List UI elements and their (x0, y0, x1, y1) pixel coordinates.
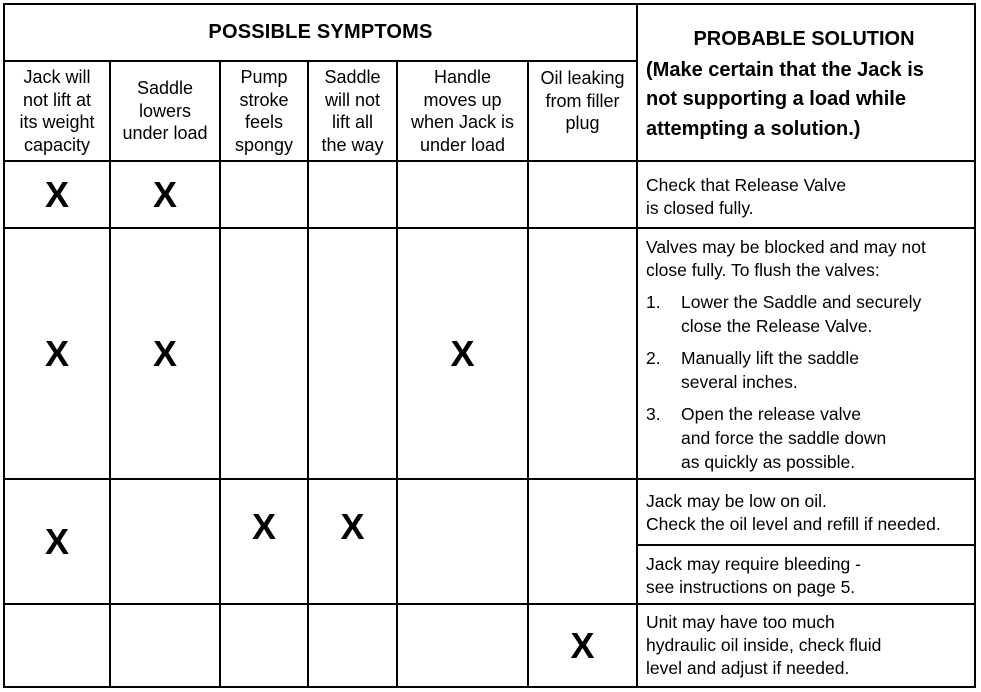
symptoms-title: POSSIBLE SYMPTOMS (208, 21, 433, 43)
symptom-mark: X (44, 520, 69, 562)
column-header-oil-leaking: Oil leaking from filler plug (540, 68, 625, 134)
column-header-pump-spongy: Pump stroke feels spongy (234, 67, 294, 155)
solution-header (646, 25, 966, 144)
solution-text: Check that Release Valve is closed fully. (646, 175, 847, 218)
solution-note-line: (Make certain that the Jack is (646, 58, 924, 81)
column-header-saddle-lowers: Saddle lowers under load (122, 78, 208, 144)
symptom-mark: X (340, 505, 365, 547)
symptom-mark: X (44, 173, 69, 215)
grid-line (636, 544, 976, 546)
symptom-mark: X (450, 332, 475, 374)
solution-note-line: not supporting a load while (646, 88, 906, 110)
symptom-mark: X (152, 332, 177, 374)
column-header-jack-not-lift: Jack will not lift at its weight capacity (19, 67, 95, 155)
symptoms-header (5, 5, 636, 60)
solution-text: Unit may have too much hydraulic oil inside, check fluid level and adjust if needed. (646, 612, 882, 678)
grid-line (3, 478, 976, 480)
grid-line (636, 3, 638, 688)
grid-line (3, 686, 976, 688)
symptom-mark: X (44, 332, 69, 374)
symptom-mark: X (251, 505, 276, 547)
grid-line (974, 3, 976, 688)
solution-text: Valves may be blocked and may not close fully. To flush the valves: (646, 237, 926, 280)
symptom-mark: X (152, 173, 177, 215)
solution-text: Jack may require bleeding - see instructions on page 5. (646, 554, 861, 597)
solution-note-line: attempting a solution.) (646, 117, 861, 140)
column-header-saddle-not-lift: Saddle will not lift all the way (321, 67, 384, 155)
column-header-handle-moves: Handle moves up when Jack is under load (410, 67, 515, 155)
symptom-mark: X (570, 624, 595, 666)
solution-title: PROBABLE SOLUTION (693, 28, 915, 50)
grid-line (3, 603, 976, 605)
solution-text: Jack may be low on oil. Check the oil level and refill if needed. (646, 491, 941, 534)
